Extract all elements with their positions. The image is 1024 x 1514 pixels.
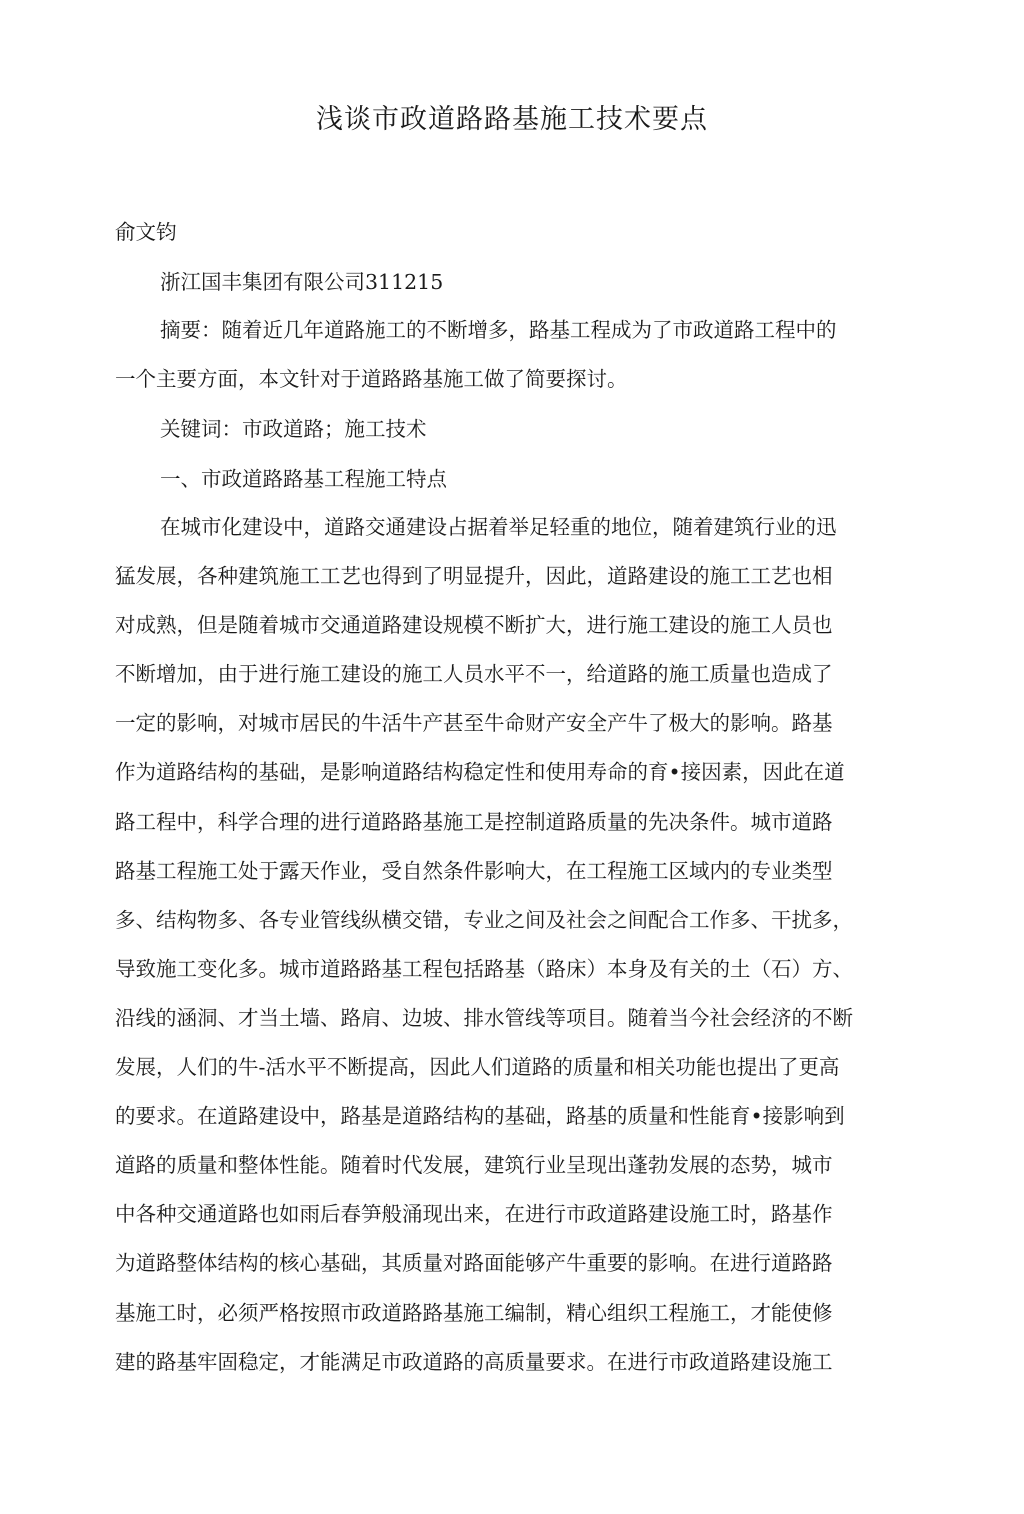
body-line: 一定的影响，对城市居民的牛活牛产甚至牛命财产安全产牛了极大的影响。路基 bbox=[115, 711, 833, 736]
body-line: 路工程中，科学合理的进行道路路基施工是控制道路质量的先决条件。城市道路 bbox=[115, 809, 833, 834]
body-line: 基施工时，必须严格按照市政道路路基施工编制，精心组织工程施工，才能使修 bbox=[115, 1300, 833, 1325]
body-line: 的要求。在道路建设中，路基是道路结构的基础，路基的质量和性能育•接影响到 bbox=[115, 1104, 845, 1129]
body-line: 为道路整体结构的核心基础，其质量对路面能够产牛重要的影响。在进行道路路 bbox=[115, 1251, 833, 1276]
body-line: 导致施工变化多。城市道路路基工程包括路基（路床）本身及有关的土（石）方、 bbox=[115, 956, 853, 981]
body-line: 道路的质量和整体性能。随着时代发展，建筑行业呈现出蓬勃发展的态势，城市 bbox=[115, 1153, 833, 1178]
body-line: 猛发展，各种建筑施工工艺也得到了明显提升，因此，道路建设的施工工艺也相 bbox=[115, 564, 833, 589]
section-heading: 一、市政道路路基工程施工特点 bbox=[160, 467, 447, 491]
abstract-line-1: 摘要：随着近几年道路施工的不断增多，路基工程成为了市政道路工程中的 bbox=[160, 318, 837, 342]
body-line: 对成熟，但是随着城市交通道路建设规模不断扩大，进行施工建设的施工人员也 bbox=[115, 613, 833, 638]
body-line: 中各种交通道路也如雨后春笋般涌现出来，在进行市政道路建设施工时，路基作 bbox=[115, 1202, 833, 1227]
author-name: 俞文钧 bbox=[115, 220, 177, 244]
body-line: 不断增加，由于进行施工建设的施工人员水平不一，给道路的施工质量也造成了 bbox=[115, 662, 833, 687]
author-affiliation: 浙江国丰集团有限公司311215 bbox=[160, 270, 444, 294]
body-line: 建的路基牢固稳定，才能满足市政道路的高质量要求。在进行市政道路建设施工 bbox=[115, 1349, 833, 1374]
body-paragraph bbox=[115, 512, 915, 1396]
abstract-line-2: 一个主要方面，本文针对于道路路基施工做了简要探讨。 bbox=[115, 367, 628, 391]
body-line: 在城市化建设中，道路交通建设占据着举足轻重的地位，随着建筑行业的迅 bbox=[160, 515, 837, 539]
body-line: 路基工程施工处于露天作业，受自然条件影响大，在工程施工区域内的专业类型 bbox=[115, 858, 833, 883]
body-line: 沿线的涵洞、才当土墙、路肩、边坡、排水管线等项目。随着当今社会经济的不断 bbox=[115, 1005, 853, 1030]
body-line: 发展，人们的牛-活水平不断提高，因此人们道路的质量和相关功能也提出了更高 bbox=[115, 1055, 840, 1080]
keywords: 关键词：市政道路；施工技术 bbox=[160, 417, 427, 441]
document-title: 浅谈市政道路路基施工技术要点 bbox=[316, 104, 708, 135]
body-line: 多、结构物多、各专业管线纵横交错，专业之间及社会之间配合工作多、干扰多， bbox=[115, 907, 853, 932]
body-line: 作为道路结构的基础，是影响道路结构稳定性和使用寿命的育•接因素，因此在道 bbox=[115, 760, 845, 785]
